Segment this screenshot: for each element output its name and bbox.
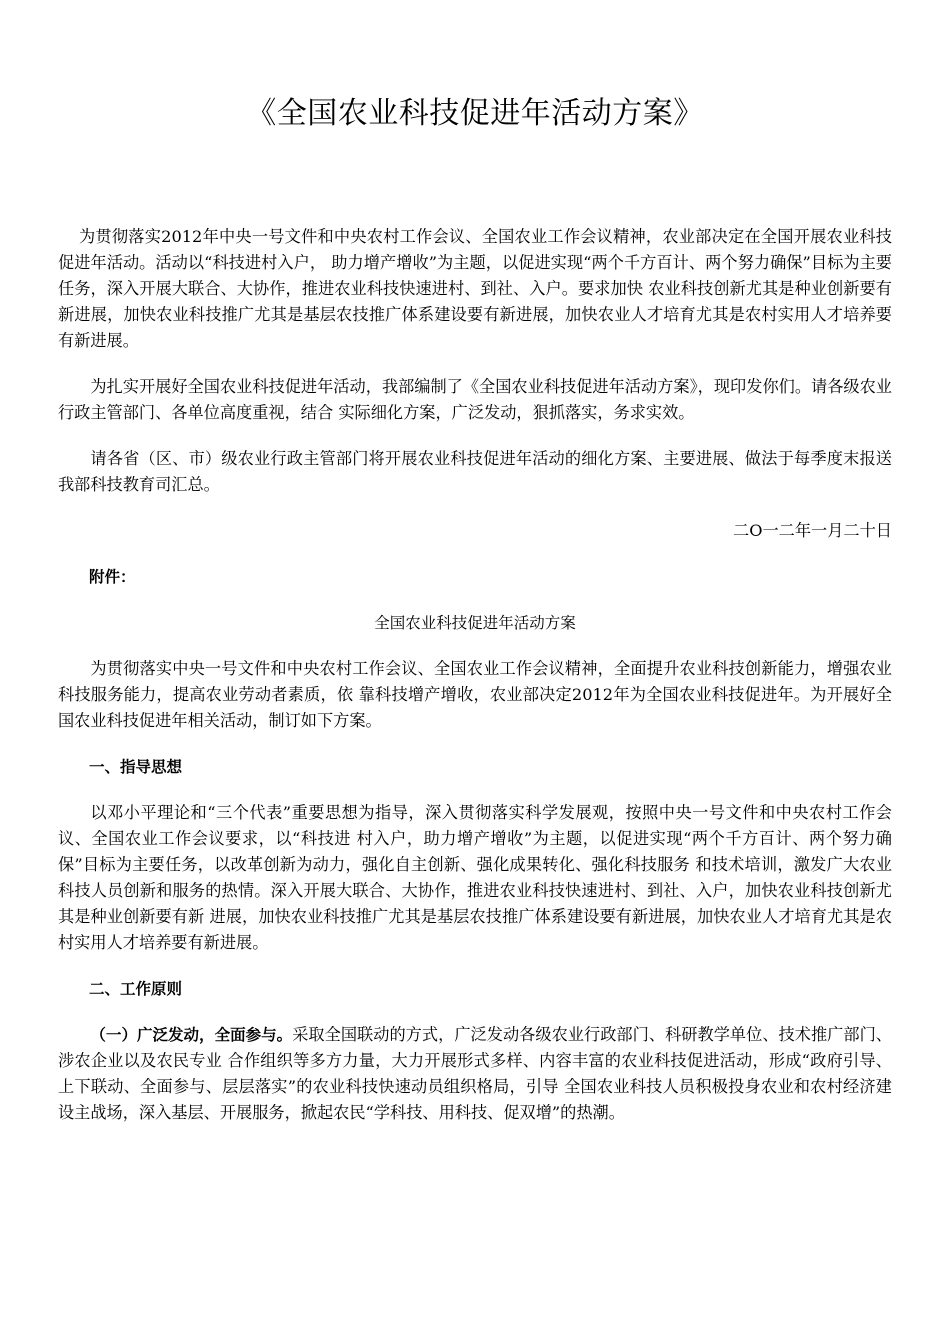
principle-1-paragraph <box>58 1022 892 1126</box>
attachment-title: 全国农业科技促进年活动方案 <box>374 614 576 632</box>
principle-1-heading: （一）广泛发动，全面参与。 <box>90 1026 293 1044</box>
report-paragraph: 请各省（区、市）级农业行政主管部门将开展农业科技促进年活动的细化方案、主要进展、做法于每季度末报送我部科技教育司汇总。 <box>58 449 892 494</box>
plan-intro-paragraph: 为贯彻落实中央一号文件和中央农村工作会议、全国农业工作会议精神，全面提升农业科技创新能力，增强农业科技服务能力，提高农业劳动者素质，依 靠科技增产增收，农业部决定2012年为全国农业科技促进年。为开展好全国农业科技促进年相关活动，制订如下方案。 <box>58 659 892 730</box>
document-body <box>58 224 892 1146</box>
guiding-ideology-paragraph: 以邓小平理论和“三个代表”重要思想为指导，深入贯彻落实科学发展观，按照中央一号文件和中央农村工作会议、全国农业工作会议要求，以“科技进 村入户，助力增产增收”为主题，以促进实现“两个千方百计、两个努力确保”目标为主要任务，以改革创新为动力，强化自主创新、强化成果转化、强化科技服务 和技术培训，激发广大农业科技人员创新和服务的热情。深入开展大联合、大协作，推进农业科技快速进村、到社、入户，加快农业科技创新尤其是种业创新要有新 进展，加快农业科技推广尤其是基层农技推广体系建设要有新进展，加快农业人才培育尤其是农村实用人才培养要有新进展。 <box>58 803 892 952</box>
document-title: 《全国农业科技促进年活动方案》 <box>246 96 704 131</box>
issue-date: 二O一二年一月二十日 <box>733 521 892 540</box>
attachment-label: 附件： <box>89 568 136 586</box>
intro-paragraph: 为贯彻落实2012年中央一号文件和中央农村工作会议、全国农业工作会议精神，农业部决定在全国开展农业科技促进年活动。活动以“科技进村入户， 助力增产增收”为主题，以促进实现“两个千方百计、两个努力确保”目标为主要任务，深入开展大联合、大协作，推进农业科技快速进村、到社、入户。要求加快 农业科技创新尤其是种业创新要有新进展，加快农业科技推广尤其是基层农技推广体系建设要有新进展，加快农业人才培育尤其是农村实用人才培养要有新进展。 <box>58 227 892 350</box>
principle-1-text: 采取全国联动的方式，广泛发动各级农业行政部门、科研教学单位、技术推广部门、涉农企业以及农民专业 合作组织等多方力量，大力开展形式多样、内容丰富的农业科技促进活动，形成“政府引导、上下联动、全面参与、层层落实”的农业科技快速动员组织格局，引导 全国农业科技人员积极投身农业和农村经济建设主战场，深入基层、开展服务，掀起农民“学科技、用科技、促双增”的热潮。 <box>58 1025 892 1122</box>
section-heading-guiding-ideology: 一、指导思想 <box>89 758 183 776</box>
section-heading-work-principles: 二、工作原则 <box>89 980 183 998</box>
notice-paragraph: 为扎实开展好全国农业科技促进年活动，我部编制了《全国农业科技促进年活动方案》，现印发你们。请各级农业行政主管部门、各单位高度重视，结合 实际细化方案，广泛发动，狠抓落实，务求实效。 <box>58 377 892 422</box>
